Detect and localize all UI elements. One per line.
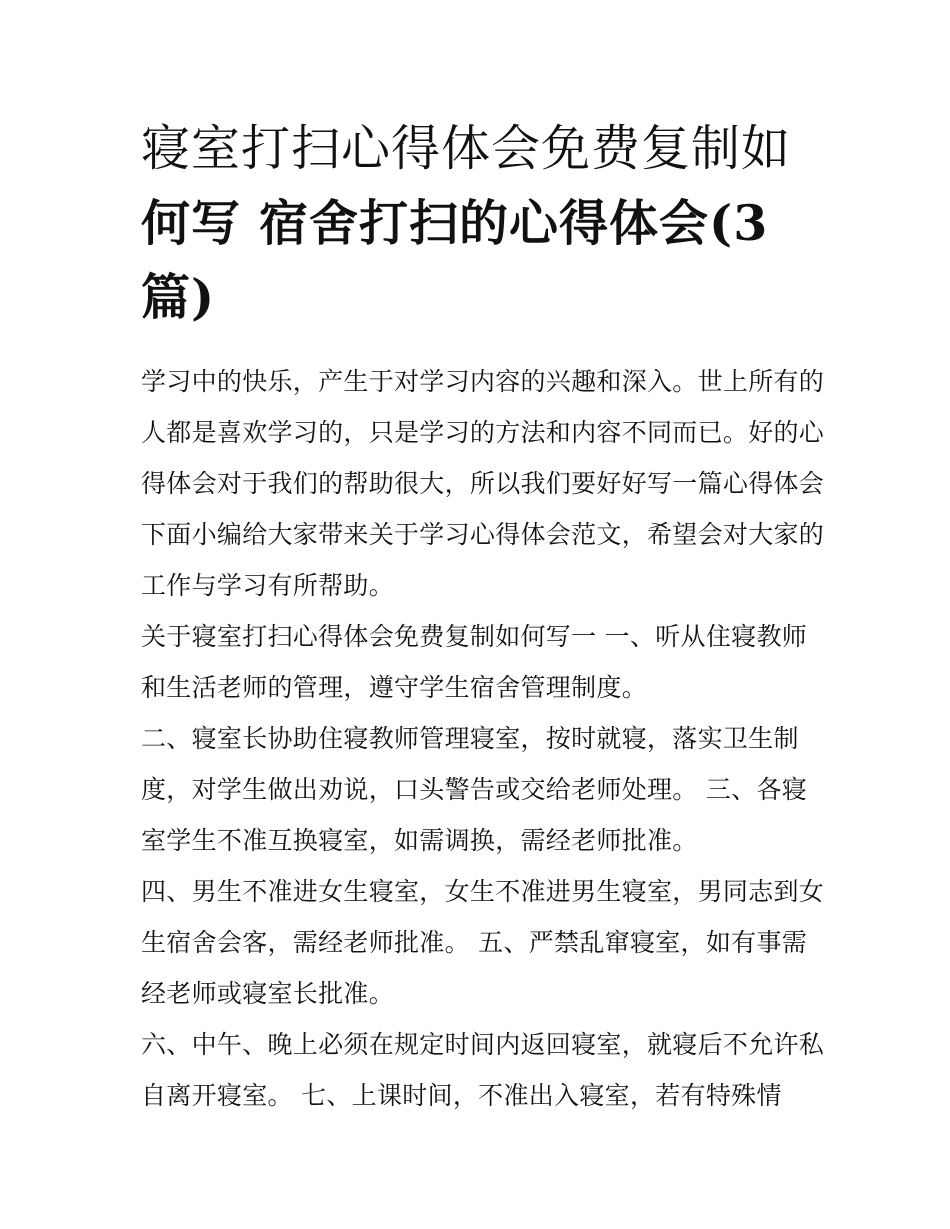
text-line: 得体会对于我们的帮助很大，所以我们要好好写一篇心得体会 (141, 469, 825, 498)
paragraph-rule-6-7 (141, 1019, 825, 1121)
text-line: 四、男生不准进女生寝室，女生不准进男生寝室，男同志到女 (141, 877, 825, 906)
text-line: 学习中的快乐，产生于对学习内容的兴趣和深入。世上所有的 (141, 367, 825, 396)
text-line: 工作与学习有所帮助。 (141, 571, 395, 600)
text-line: 和生活老师的管理，遵守学生宿舍管理制度。 (141, 673, 648, 702)
document-page (141, 112, 825, 1121)
text-line: 度，对学生做出劝说，口头警告或交给老师处理。 三、各寝 (141, 775, 808, 804)
title-line: 篇) (141, 268, 216, 326)
text-line: 经老师或寝室长批准。 (141, 979, 395, 1008)
document-body (141, 356, 825, 1121)
title-line: 寝室打扫心得体会免费复制如 (141, 120, 792, 177)
document-title (141, 112, 813, 334)
paragraph-rule-1 (141, 611, 813, 713)
text-line: 室学生不准互换寝室，如需调换，需经老师批准。 (141, 826, 698, 855)
text-line: 下面小编给大家带来关于学习心得体会范文，希望会对大家的 (141, 520, 825, 549)
text-line: 自离开寝室。 七、上课时间，不准出入寝室，若有特殊情 (141, 1081, 782, 1110)
text-line: 生宿舍会客，需经老师批准。 五、严禁乱窜寝室，如有事需 (141, 928, 808, 957)
title-line: 何写 宿舍打扫的心得体会(3 (141, 194, 769, 252)
paragraph-rule-4-5 (141, 866, 825, 1019)
text-line: 关于寝室打扫心得体会免费复制如何写一 一、听从住寝教师 (141, 622, 808, 651)
text-line: 六、中午、晚上必须在规定时间内返回寝室，就寝后不允许私 (141, 1030, 825, 1059)
text-line: 二、寝室长协助住寝教师管理寝室，按时就寝，落实卫生制 (141, 724, 799, 753)
text-line: 人都是喜欢学习的，只是学习的方法和内容不同而已。好的心 (141, 418, 825, 447)
paragraph-rule-2-3 (141, 713, 813, 866)
paragraph-intro (141, 356, 825, 611)
